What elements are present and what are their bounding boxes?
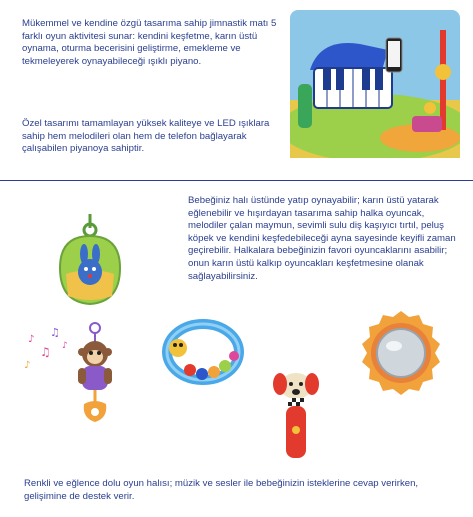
svg-text:♪: ♪ [28,334,35,345]
svg-text:♫: ♫ [50,326,60,339]
svg-text:♪: ♪ [24,360,31,371]
section-divider [0,180,473,181]
piano-image [290,10,460,158]
hanging-crinkle-toy-image [54,214,126,310]
ring-teether-toy-image [160,314,246,386]
plush-dog-toy-image [266,372,326,462]
mirror-toy-image [356,308,446,398]
svg-text:♪: ♪ [62,341,68,351]
mat-activities-description: Mükemmel ve kendine özgü tasarıma sahip jimnastik matı 5 farklı oyun aktivitesi sunar: kendini keşfetme, karın üstü oynama, oturma becerisini geliştirme, emekleme ve tekmeleyerek oynayabileceği ışıklı piyano. [22,18,277,67]
musical-monkey-toy-image [22,322,132,434]
footer-summary: Renkli ve eğlence dolu oyun halısı; müzik ve sesler ile bebeğinizin isteklerine cevap verirken, gelişimine de destek verir. [24,478,419,502]
toys-description: Bebeğiniz halı üstünde yatıp oynayabilir; karın üstü yatarak eğlenebilir ve hışırdayan tasarıma sahip halka oyuncak, melodiler çalan maymun, sevimli sulu diş kaşıyıcı tırtıl, peluş köpek ve kendini keşfedebileceği ayna sayesinde keyifli zaman geçirebilir. Halkalara bebeğinizin favori oyuncaklarını asabilir; onun karın üstü kalkıp oyuncakları keşfetmesine olanak sağlayabilirsiniz. [188,195,456,282]
piano-description: Özel tasarımı tamamlayan yüksek kaliteye ve LED ışıklara sahip hem melodileri olan hem de telefon bağlayarak çalışabilen piyanoya sahiptir. [22,118,270,155]
svg-text:♫: ♫ [40,345,51,359]
